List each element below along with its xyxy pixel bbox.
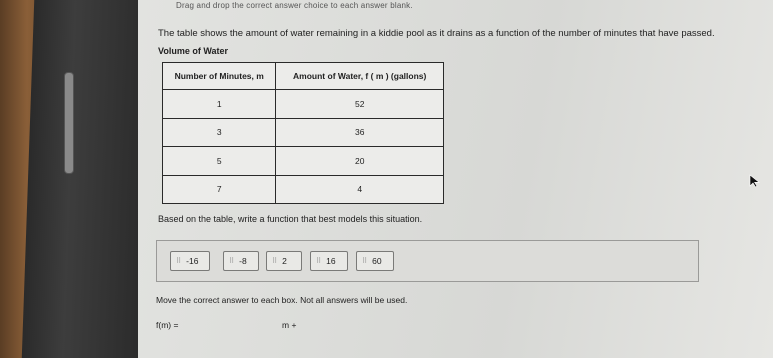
drag-handle-icon: ⠿ (229, 258, 234, 265)
drag-handle-icon: ⠿ (316, 258, 321, 265)
answer-chip[interactable] (223, 251, 259, 271)
chip-label: 16 (326, 256, 336, 266)
answer-drop-zone-slope[interactable] (190, 314, 280, 334)
cell-minutes: 7 (163, 175, 276, 204)
answer-chip[interactable] (310, 251, 348, 271)
chip-label: -8 (239, 256, 247, 266)
header-minutes: Number of Minutes, m (163, 63, 276, 90)
laptop-hinge (64, 72, 74, 174)
drag-handle-icon: ⠿ (272, 258, 277, 265)
chip-label: -16 (186, 256, 199, 266)
table-row (163, 175, 444, 204)
answer-chip[interactable] (356, 251, 394, 271)
cell-minutes: 1 (163, 90, 276, 119)
instructions-text: Drag and drop the correct answer choice to each answer blank. (176, 1, 413, 10)
answer-chip[interactable] (170, 251, 210, 271)
water-volume-table (162, 62, 444, 204)
equation-lhs: f(m) = (156, 320, 179, 330)
drag-handle-icon: ⠿ (362, 258, 367, 265)
table-header-row (163, 63, 444, 90)
table-row (163, 118, 444, 147)
laptop-bezel (22, 0, 153, 358)
cell-minutes: 3 (163, 118, 276, 147)
cell-minutes: 5 (163, 147, 276, 176)
table-row (163, 147, 444, 176)
cell-water: 36 (276, 118, 444, 147)
problem-prompt: The table shows the amount of water remaining in a kiddie pool as it drains as a function of the number of minutes that have passed. (158, 28, 715, 39)
table-title: Volume of Water (158, 46, 229, 56)
question-text: Based on the table, write a function that best models this situation. (158, 214, 423, 224)
table-row (163, 90, 444, 119)
cell-water: 52 (276, 90, 444, 119)
mouse-cursor-icon (749, 174, 761, 188)
cell-water: 4 (276, 175, 444, 204)
answer-chip[interactable] (266, 251, 302, 271)
header-water: Amount of Water, f ( m ) (gallons) (276, 63, 444, 90)
chip-label: 2 (282, 256, 287, 266)
direction-text: Move the correct answer to each box. Not all answers will be used. (156, 295, 408, 305)
chip-label: 60 (372, 256, 382, 266)
answer-drop-zone-intercept[interactable] (304, 314, 394, 334)
cell-water: 20 (276, 147, 444, 176)
equation-mid: m + (282, 320, 297, 330)
drag-handle-icon: ⠿ (176, 258, 181, 265)
answer-choice-bank (156, 240, 699, 282)
